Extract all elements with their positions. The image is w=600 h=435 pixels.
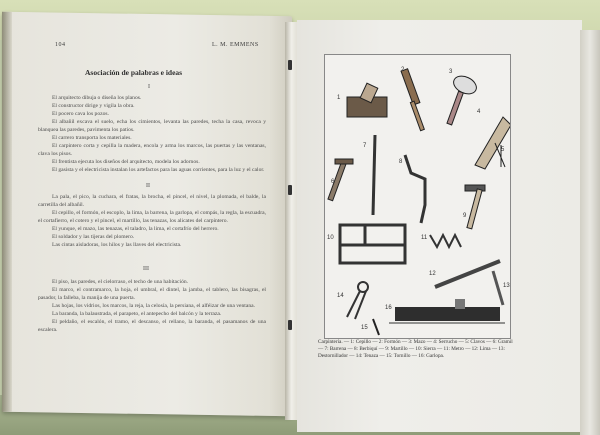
mallet-icon [447, 73, 479, 125]
figure-label: 1 [337, 95, 341, 101]
paragraph: Las cintas aisladoras, los hilos y las llaves del electricista. [52, 242, 182, 248]
paragraph: El constructor dirige y vigila la obra. [52, 103, 135, 109]
bow-saw-icon [340, 225, 405, 263]
figure-label: 15 [361, 325, 368, 331]
screwdriver-icon [493, 271, 503, 305]
carpentry-tools-drawing [325, 55, 510, 338]
saw-icon [475, 117, 510, 169]
paragraph: El piso, las paredes, el cielorraso, el techo de una habitación. [52, 279, 189, 285]
paragraph: El albañil excava el suelo, echa los cimientos, levanta las paredes, techa la casa, revoca y blanquea las paredes, pavimenta los patios. [38, 119, 266, 133]
paragraph: El pocero cava los pozos. [52, 111, 110, 117]
paragraph: El arquitecto dibuja o diseña los planos. [52, 95, 142, 101]
binding-stitch [288, 185, 292, 195]
paragraph: Las hojas, los vidrios, los marcos, la reja, la celosía, la persiana, el alféizar de una ventana. [52, 303, 256, 309]
figure-label: 10 [327, 235, 334, 241]
section-numeral: I [148, 84, 150, 90]
file-icon [435, 261, 500, 287]
paragraph: La baranda, la balaustrada, el parapeto, el antepecho del balcón y la terraza. [52, 311, 222, 317]
binding-stitch [288, 60, 292, 70]
figure-label: 7 [363, 143, 367, 149]
running-header: L. M. EMMENS [212, 42, 259, 48]
section-2 [38, 193, 266, 249]
screw-icon [373, 319, 379, 335]
figure-label: 2 [401, 67, 405, 73]
figure-label: 11 [421, 235, 428, 241]
figure-label: 6 [331, 179, 335, 185]
paragraph: La pala, el pico, la cuchara, el fratas, la brocha, el pincel, el nivel, la plomada, el balde, la carretilla del albañil. [38, 194, 266, 208]
figure-label: 8 [399, 159, 403, 165]
section-1 [38, 94, 266, 174]
paragraph: El frentista ejecuta los diseños del arquitecto, modela los adornos. [52, 159, 200, 165]
page-title: Asociación de palabras e ideas [85, 68, 183, 77]
paragraph: El gasista y el electricista instalan los artefactos para las aguas corrientes, para la luz y el calor. [52, 167, 265, 173]
figure-label: 12 [429, 271, 436, 277]
auger-icon [373, 135, 375, 215]
figure-label: 16 [385, 305, 392, 311]
section-3 [38, 278, 266, 334]
figure-label: 4 [477, 109, 481, 115]
page-edge [2, 12, 12, 412]
jointer-plane-icon [389, 299, 505, 323]
paragraph: El cepillo, el formón, el escoplo, la lima, la barrena, la garlopa, el compás, la regla, la escuadra, el cortafierro, el cotero y el pincel, el martillo, las tenazas, los alicates del carpintero. [38, 210, 266, 224]
figure-label: 13 [503, 283, 510, 289]
tools-illustration [324, 54, 511, 339]
figure-caption: Carpintería. — 1: Cepillo — 2: Formón — 3: Mazo — 4: Serrucho — 5: Clavos — 6: Gramil — 7: Barrena — 8: Berbiquí — 9: Martillo — 10: Sierra — 11: Metro — 12: Lima — 13: Destornillador — 14: Tenaza — 15: Tornillo — 16: Garlopa. [318, 339, 513, 359]
paragraph: El carpintero corta y cepilla la madera, encola y arma los marcos, las puertas y las ventanas, clava los pisos. [38, 143, 266, 157]
figure-label: 5 [501, 147, 505, 153]
binding-stitch [288, 320, 292, 330]
paragraph: El yunque, el mazo, las tenazas, el taladro, la lima, el cortafrío del herrero. [52, 226, 219, 232]
pincers-icon [347, 282, 368, 319]
page-number: 104 [55, 42, 66, 48]
chisel-icon [401, 69, 424, 131]
folding-ruler-icon [430, 235, 461, 247]
hammer-icon [465, 185, 485, 229]
paragraph: El marco, el contramarco, la hoja, el umbral, el dintel, la jamba, el tablero, las bisagras, el pasador, la falleba, la manija de una puerta. [38, 287, 266, 301]
figure-label: 3 [449, 69, 453, 75]
paragraph: El carrero transporta los materiales. [52, 135, 132, 141]
section-numeral: II [146, 183, 150, 189]
brace-icon [405, 155, 425, 223]
figure-label: 9 [463, 213, 467, 219]
paragraph: El soldador y las tijeras del plomero. [52, 234, 135, 240]
section-numeral: III [143, 266, 149, 272]
plane-icon [347, 83, 387, 117]
figure-label: 14 [337, 293, 344, 299]
page-edge [580, 30, 600, 435]
paragraph: El peldaño, el escalón, el tramo, el descanso, el rellano, la baranda, el pasamanos de una escalera. [38, 319, 266, 333]
